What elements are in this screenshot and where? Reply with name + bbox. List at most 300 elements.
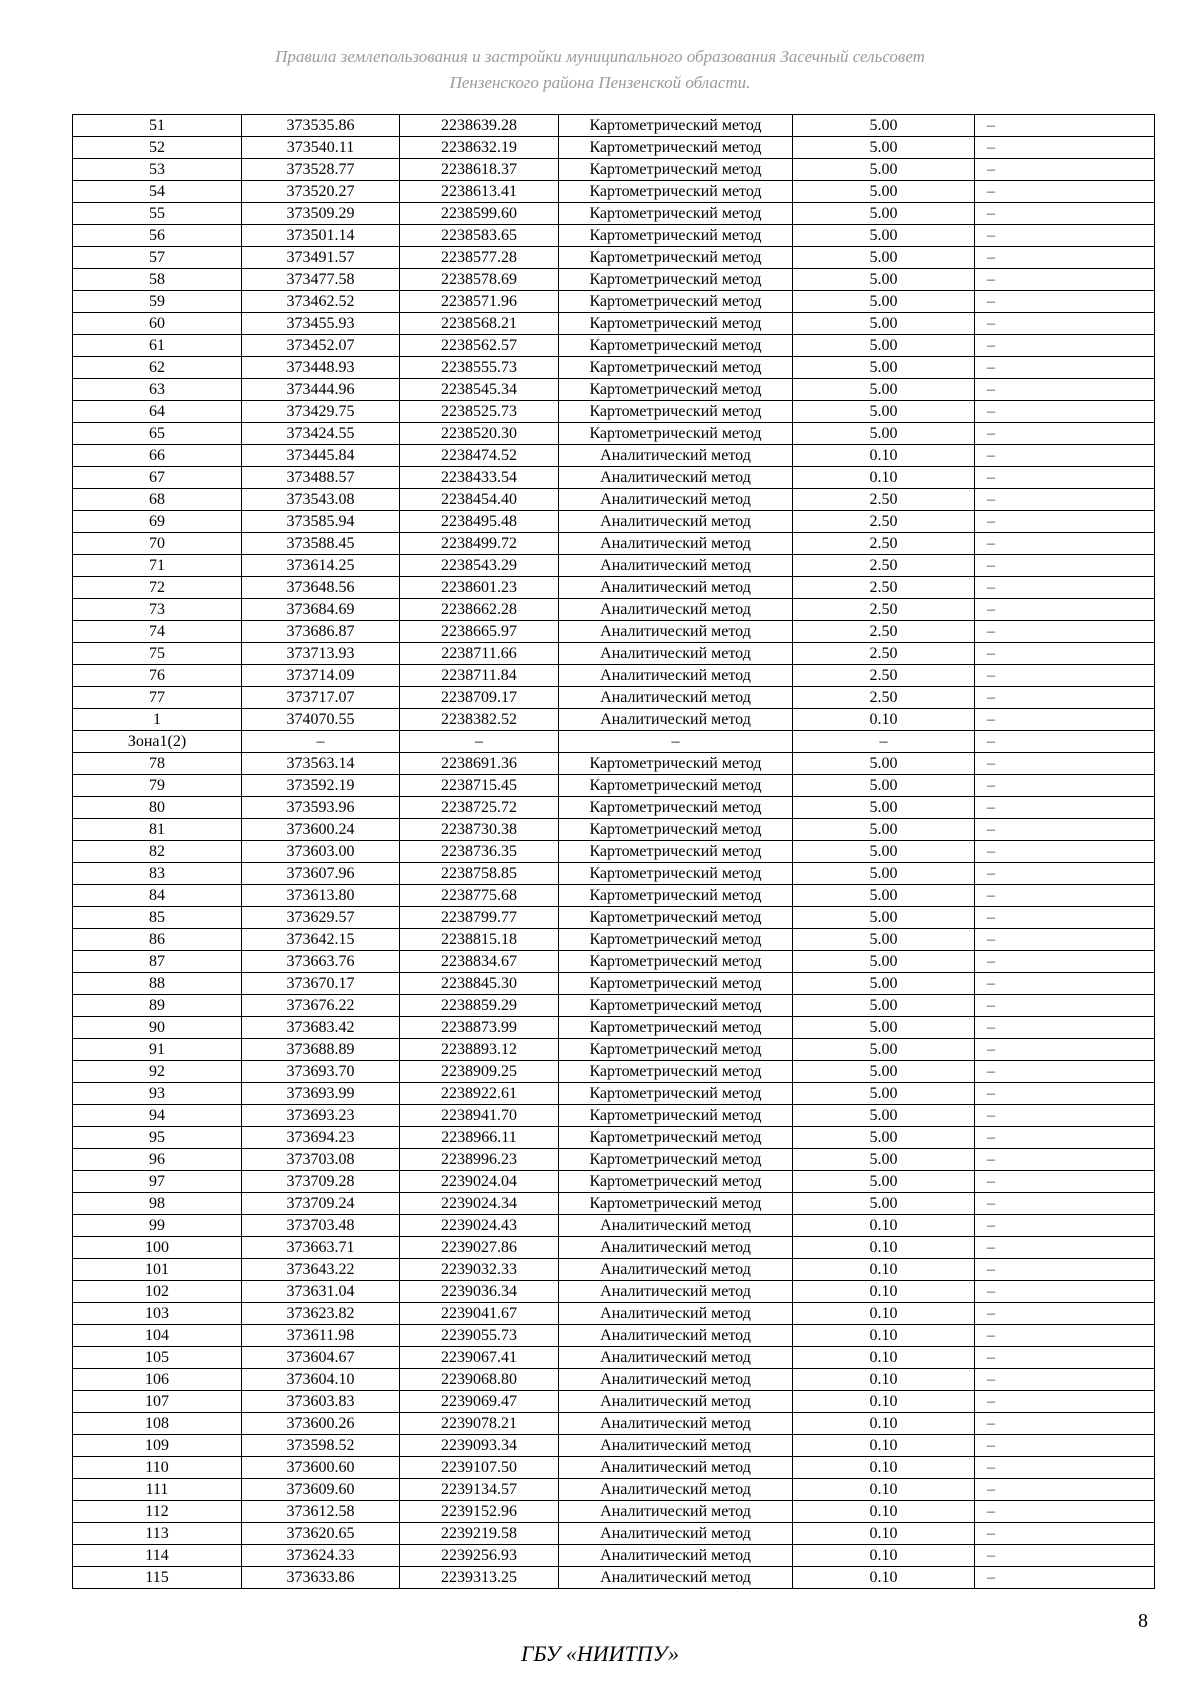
accuracy-cell: 2.50 xyxy=(793,555,975,577)
note-cell: – xyxy=(975,863,1155,885)
table-row xyxy=(73,247,1155,269)
point-number-cell: 79 xyxy=(73,775,242,797)
x-coordinate-cell: 373709.28 xyxy=(242,1171,400,1193)
accuracy-cell: 5.00 xyxy=(793,1061,975,1083)
y-coordinate-cell: 2238520.30 xyxy=(400,423,559,445)
accuracy-cell: – xyxy=(793,731,975,753)
x-coordinate-cell: 373520.27 xyxy=(242,181,400,203)
y-coordinate-cell: 2238758.85 xyxy=(400,863,559,885)
y-coordinate-cell: 2238499.72 xyxy=(400,533,559,555)
y-coordinate-cell: 2238711.66 xyxy=(400,643,559,665)
table-row xyxy=(73,1193,1155,1215)
table-row xyxy=(73,401,1155,423)
accuracy-cell: 0.10 xyxy=(793,1523,975,1545)
accuracy-cell: 5.00 xyxy=(793,1171,975,1193)
point-number-cell: 86 xyxy=(73,929,242,951)
note-cell: – xyxy=(975,1413,1155,1435)
accuracy-cell: 0.10 xyxy=(793,1501,975,1523)
accuracy-cell: 5.00 xyxy=(793,1149,975,1171)
accuracy-cell: 5.00 xyxy=(793,291,975,313)
note-cell: – xyxy=(975,1127,1155,1149)
table-row xyxy=(73,929,1155,951)
method-cell: Аналитический метод xyxy=(559,621,793,643)
accuracy-cell: 0.10 xyxy=(793,709,975,731)
accuracy-cell: 2.50 xyxy=(793,687,975,709)
method-cell: Картометрический метод xyxy=(559,973,793,995)
point-number-cell: 90 xyxy=(73,1017,242,1039)
point-number-cell: 94 xyxy=(73,1105,242,1127)
accuracy-cell: 2.50 xyxy=(793,577,975,599)
method-cell: Аналитический метод xyxy=(559,1391,793,1413)
point-number-cell: 73 xyxy=(73,599,242,621)
note-cell: – xyxy=(975,1039,1155,1061)
y-coordinate-cell: 2238730.38 xyxy=(400,819,559,841)
document-footer: ГБУ «НИИТПУ» xyxy=(520,1641,680,1666)
x-coordinate-cell: 373643.22 xyxy=(242,1259,400,1281)
accuracy-cell: 0.10 xyxy=(793,1259,975,1281)
note-cell: – xyxy=(975,115,1155,137)
y-coordinate-cell: 2238691.36 xyxy=(400,753,559,775)
method-cell: Картометрический метод xyxy=(559,1171,793,1193)
note-cell: – xyxy=(975,1545,1155,1567)
x-coordinate-cell: – xyxy=(242,731,400,753)
y-coordinate-cell: 2238613.41 xyxy=(400,181,559,203)
accuracy-cell: 5.00 xyxy=(793,159,975,181)
method-cell: Аналитический метод xyxy=(559,1369,793,1391)
table-row xyxy=(73,1061,1155,1083)
table-row xyxy=(73,841,1155,863)
table-row xyxy=(73,291,1155,313)
point-number-cell: 109 xyxy=(73,1435,242,1457)
x-coordinate-cell: 373600.26 xyxy=(242,1413,400,1435)
y-coordinate-cell: 2238568.21 xyxy=(400,313,559,335)
point-number-cell: 84 xyxy=(73,885,242,907)
y-coordinate-cell: 2238859.29 xyxy=(400,995,559,1017)
accuracy-cell: 5.00 xyxy=(793,1105,975,1127)
x-coordinate-cell: 373714.09 xyxy=(242,665,400,687)
y-coordinate-cell: 2238578.69 xyxy=(400,269,559,291)
accuracy-cell: 5.00 xyxy=(793,841,975,863)
method-cell: Аналитический метод xyxy=(559,533,793,555)
method-cell: Аналитический метод xyxy=(559,1215,793,1237)
method-cell: Картометрический метод xyxy=(559,1039,793,1061)
y-coordinate-cell: 2238996.23 xyxy=(400,1149,559,1171)
x-coordinate-cell: 373663.71 xyxy=(242,1237,400,1259)
y-coordinate-cell: – xyxy=(400,731,559,753)
note-cell: – xyxy=(975,753,1155,775)
method-cell: Аналитический метод xyxy=(559,1567,793,1589)
table-row xyxy=(73,1369,1155,1391)
table-row xyxy=(73,115,1155,137)
y-coordinate-cell: 2239107.50 xyxy=(400,1457,559,1479)
table-row xyxy=(73,1127,1155,1149)
method-cell: Картометрический метод xyxy=(559,247,793,269)
y-coordinate-cell: 2238525.73 xyxy=(400,401,559,423)
table-row xyxy=(73,1039,1155,1061)
point-number-cell: 87 xyxy=(73,951,242,973)
note-cell: – xyxy=(975,445,1155,467)
accuracy-cell: 5.00 xyxy=(793,423,975,445)
x-coordinate-cell: 373629.57 xyxy=(242,907,400,929)
y-coordinate-cell: 2238966.11 xyxy=(400,1127,559,1149)
point-number-cell: 74 xyxy=(73,621,242,643)
point-number-cell: 111 xyxy=(73,1479,242,1501)
note-cell: – xyxy=(975,1369,1155,1391)
y-coordinate-cell: 2238433.54 xyxy=(400,467,559,489)
y-coordinate-cell: 2238873.99 xyxy=(400,1017,559,1039)
accuracy-cell: 5.00 xyxy=(793,929,975,951)
method-cell: Картометрический метод xyxy=(559,335,793,357)
note-cell: – xyxy=(975,995,1155,1017)
note-cell: – xyxy=(975,1523,1155,1545)
note-cell: – xyxy=(975,555,1155,577)
method-cell: Аналитический метод xyxy=(559,489,793,511)
accuracy-cell: 0.10 xyxy=(793,1391,975,1413)
method-cell: Картометрический метод xyxy=(559,885,793,907)
method-cell: Картометрический метод xyxy=(559,1017,793,1039)
x-coordinate-cell: 373633.86 xyxy=(242,1567,400,1589)
x-coordinate-cell: 373528.77 xyxy=(242,159,400,181)
x-coordinate-cell: 373686.87 xyxy=(242,621,400,643)
method-cell: Аналитический метод xyxy=(559,1237,793,1259)
accuracy-cell: 5.00 xyxy=(793,1193,975,1215)
x-coordinate-cell: 373429.75 xyxy=(242,401,400,423)
point-number-cell: 72 xyxy=(73,577,242,599)
y-coordinate-cell: 2238909.25 xyxy=(400,1061,559,1083)
accuracy-cell: 5.00 xyxy=(793,357,975,379)
note-cell: – xyxy=(975,1435,1155,1457)
accuracy-cell: 5.00 xyxy=(793,225,975,247)
method-cell: Картометрический метод xyxy=(559,291,793,313)
y-coordinate-cell: 2238799.77 xyxy=(400,907,559,929)
table-row xyxy=(73,753,1155,775)
coordinates-table xyxy=(72,114,1155,1589)
table-row xyxy=(73,687,1155,709)
table-row xyxy=(73,995,1155,1017)
method-cell: Картометрический метод xyxy=(559,775,793,797)
point-number-cell: 92 xyxy=(73,1061,242,1083)
x-coordinate-cell: 373488.57 xyxy=(242,467,400,489)
point-number-cell: 62 xyxy=(73,357,242,379)
x-coordinate-cell: 373611.98 xyxy=(242,1325,400,1347)
method-cell: Аналитический метод xyxy=(559,599,793,621)
note-cell: – xyxy=(975,247,1155,269)
x-coordinate-cell: 373688.89 xyxy=(242,1039,400,1061)
table-row xyxy=(73,1545,1155,1567)
point-number-cell: 82 xyxy=(73,841,242,863)
x-coordinate-cell: 373604.67 xyxy=(242,1347,400,1369)
x-coordinate-cell: 373676.22 xyxy=(242,995,400,1017)
note-cell: – xyxy=(975,423,1155,445)
point-number-cell: 63 xyxy=(73,379,242,401)
x-coordinate-cell: 373693.99 xyxy=(242,1083,400,1105)
accuracy-cell: 5.00 xyxy=(793,335,975,357)
y-coordinate-cell: 2238775.68 xyxy=(400,885,559,907)
point-number-cell: 69 xyxy=(73,511,242,533)
x-coordinate-cell: 373631.04 xyxy=(242,1281,400,1303)
x-coordinate-cell: 373462.52 xyxy=(242,291,400,313)
point-number-cell: 80 xyxy=(73,797,242,819)
page-number: 8 xyxy=(1138,1610,1148,1632)
table-row xyxy=(73,379,1155,401)
y-coordinate-cell: 2238571.96 xyxy=(400,291,559,313)
y-coordinate-cell: 2239256.93 xyxy=(400,1545,559,1567)
table-row xyxy=(73,1457,1155,1479)
accuracy-cell: 5.00 xyxy=(793,1017,975,1039)
header-line-1: Правила землепользования и застройки муниципального образования Засечный сельсовет xyxy=(275,47,925,66)
y-coordinate-cell: 2238715.45 xyxy=(400,775,559,797)
table-row xyxy=(73,1215,1155,1237)
y-coordinate-cell: 2238639.28 xyxy=(400,115,559,137)
x-coordinate-cell: 373424.55 xyxy=(242,423,400,445)
method-cell: Аналитический метод xyxy=(559,577,793,599)
accuracy-cell: 0.10 xyxy=(793,1369,975,1391)
y-coordinate-cell: 2238601.23 xyxy=(400,577,559,599)
y-coordinate-cell: 2238543.29 xyxy=(400,555,559,577)
note-cell: – xyxy=(975,225,1155,247)
method-cell: Картометрический метод xyxy=(559,907,793,929)
x-coordinate-cell: 373642.15 xyxy=(242,929,400,951)
method-cell: Картометрический метод xyxy=(559,379,793,401)
method-cell: Аналитический метод xyxy=(559,665,793,687)
note-cell: – xyxy=(975,907,1155,929)
method-cell: Картометрический метод xyxy=(559,1149,793,1171)
note-cell: – xyxy=(975,1479,1155,1501)
table-row xyxy=(73,621,1155,643)
point-number-cell: 54 xyxy=(73,181,242,203)
note-cell: – xyxy=(975,643,1155,665)
method-cell: Аналитический метод xyxy=(559,1281,793,1303)
x-coordinate-cell: 373592.19 xyxy=(242,775,400,797)
x-coordinate-cell: 373648.56 xyxy=(242,577,400,599)
method-cell: Картометрический метод xyxy=(559,951,793,973)
method-cell: Картометрический метод xyxy=(559,181,793,203)
point-number-cell: 66 xyxy=(73,445,242,467)
note-cell: – xyxy=(975,159,1155,181)
table-row xyxy=(73,445,1155,467)
accuracy-cell: 5.00 xyxy=(793,313,975,335)
method-cell: Аналитический метод xyxy=(559,555,793,577)
table-row xyxy=(73,1237,1155,1259)
y-coordinate-cell: 2239069.47 xyxy=(400,1391,559,1413)
accuracy-cell: 5.00 xyxy=(793,753,975,775)
method-cell: Картометрический метод xyxy=(559,863,793,885)
point-number-cell: 68 xyxy=(73,489,242,511)
note-cell: – xyxy=(975,973,1155,995)
x-coordinate-cell: 373717.07 xyxy=(242,687,400,709)
x-coordinate-cell: 373600.24 xyxy=(242,819,400,841)
x-coordinate-cell: 373588.45 xyxy=(242,533,400,555)
point-number-cell: 77 xyxy=(73,687,242,709)
y-coordinate-cell: 2239134.57 xyxy=(400,1479,559,1501)
y-coordinate-cell: 2238599.60 xyxy=(400,203,559,225)
table-row xyxy=(73,313,1155,335)
y-coordinate-cell: 2238709.17 xyxy=(400,687,559,709)
method-cell: Аналитический метод xyxy=(559,687,793,709)
point-number-cell: 108 xyxy=(73,1413,242,1435)
method-cell: Картометрический метод xyxy=(559,929,793,951)
accuracy-cell: 5.00 xyxy=(793,907,975,929)
method-cell: Картометрический метод xyxy=(559,1083,793,1105)
point-number-cell: 96 xyxy=(73,1149,242,1171)
point-number-cell: 110 xyxy=(73,1457,242,1479)
point-number-cell: 75 xyxy=(73,643,242,665)
accuracy-cell: 2.50 xyxy=(793,643,975,665)
method-cell: Картометрический метод xyxy=(559,401,793,423)
table-row xyxy=(73,159,1155,181)
table-row xyxy=(73,489,1155,511)
point-number-cell: 88 xyxy=(73,973,242,995)
note-cell: – xyxy=(975,665,1155,687)
point-number-cell: 91 xyxy=(73,1039,242,1061)
x-coordinate-cell: 373604.10 xyxy=(242,1369,400,1391)
table-row xyxy=(73,1523,1155,1545)
y-coordinate-cell: 2239036.34 xyxy=(400,1281,559,1303)
table-row xyxy=(73,973,1155,995)
point-number-cell: 100 xyxy=(73,1237,242,1259)
method-cell: Картометрический метод xyxy=(559,203,793,225)
point-number-cell: 70 xyxy=(73,533,242,555)
x-coordinate-cell: 373703.48 xyxy=(242,1215,400,1237)
y-coordinate-cell: 2239078.21 xyxy=(400,1413,559,1435)
note-cell: – xyxy=(975,797,1155,819)
accuracy-cell: 0.10 xyxy=(793,1215,975,1237)
point-number-cell: 65 xyxy=(73,423,242,445)
note-cell: – xyxy=(975,313,1155,335)
note-cell: – xyxy=(975,1347,1155,1369)
y-coordinate-cell: 2238662.28 xyxy=(400,599,559,621)
accuracy-cell: 0.10 xyxy=(793,1545,975,1567)
table-row xyxy=(73,269,1155,291)
note-cell: – xyxy=(975,1061,1155,1083)
table-row xyxy=(73,1325,1155,1347)
x-coordinate-cell: 373603.00 xyxy=(242,841,400,863)
accuracy-cell: 5.00 xyxy=(793,885,975,907)
method-cell: Картометрический метод xyxy=(559,753,793,775)
x-coordinate-cell: 373501.14 xyxy=(242,225,400,247)
note-cell: – xyxy=(975,401,1155,423)
table-row xyxy=(73,731,1155,753)
method-cell: Картометрический метод xyxy=(559,1193,793,1215)
y-coordinate-cell: 2238893.12 xyxy=(400,1039,559,1061)
accuracy-cell: 5.00 xyxy=(793,775,975,797)
table-row xyxy=(73,863,1155,885)
table-row xyxy=(73,225,1155,247)
accuracy-cell: 5.00 xyxy=(793,797,975,819)
accuracy-cell: 5.00 xyxy=(793,137,975,159)
point-number-cell: 55 xyxy=(73,203,242,225)
accuracy-cell: 2.50 xyxy=(793,511,975,533)
x-coordinate-cell: 373563.14 xyxy=(242,753,400,775)
method-cell: Картометрический метод xyxy=(559,1061,793,1083)
x-coordinate-cell: 373614.25 xyxy=(242,555,400,577)
accuracy-cell: 0.10 xyxy=(793,1479,975,1501)
point-number-cell: 101 xyxy=(73,1259,242,1281)
point-number-cell: 95 xyxy=(73,1127,242,1149)
point-number-cell: 93 xyxy=(73,1083,242,1105)
method-cell: Картометрический метод xyxy=(559,423,793,445)
method-cell: Картометрический метод xyxy=(559,159,793,181)
accuracy-cell: 2.50 xyxy=(793,665,975,687)
point-number-cell: 76 xyxy=(73,665,242,687)
y-coordinate-cell: 2239024.34 xyxy=(400,1193,559,1215)
point-number-cell: 1 xyxy=(73,709,242,731)
x-coordinate-cell: 373585.94 xyxy=(242,511,400,533)
coordinates-table-body xyxy=(73,115,1155,1589)
table-row xyxy=(73,1149,1155,1171)
y-coordinate-cell: 2238495.48 xyxy=(400,511,559,533)
method-cell: – xyxy=(559,731,793,753)
note-cell: – xyxy=(975,731,1155,753)
y-coordinate-cell: 2239068.80 xyxy=(400,1369,559,1391)
x-coordinate-cell: 373609.60 xyxy=(242,1479,400,1501)
note-cell: – xyxy=(975,1281,1155,1303)
y-coordinate-cell: 2239219.58 xyxy=(400,1523,559,1545)
y-coordinate-cell: 2239067.41 xyxy=(400,1347,559,1369)
x-coordinate-cell: 373452.07 xyxy=(242,335,400,357)
x-coordinate-cell: 373694.23 xyxy=(242,1127,400,1149)
table-row xyxy=(73,1501,1155,1523)
point-number-cell: 112 xyxy=(73,1501,242,1523)
x-coordinate-cell: 373607.96 xyxy=(242,863,400,885)
note-cell: – xyxy=(975,709,1155,731)
method-cell: Картометрический метод xyxy=(559,313,793,335)
point-number-cell: 89 xyxy=(73,995,242,1017)
table-row xyxy=(73,1259,1155,1281)
note-cell: – xyxy=(975,1259,1155,1281)
note-cell: – xyxy=(975,511,1155,533)
method-cell: Аналитический метод xyxy=(559,1523,793,1545)
method-cell: Аналитический метод xyxy=(559,1413,793,1435)
y-coordinate-cell: 2239055.73 xyxy=(400,1325,559,1347)
point-number-cell: 56 xyxy=(73,225,242,247)
x-coordinate-cell: 373477.58 xyxy=(242,269,400,291)
accuracy-cell: 0.10 xyxy=(793,1413,975,1435)
table-row xyxy=(73,467,1155,489)
table-row xyxy=(73,1171,1155,1193)
table-row xyxy=(73,1567,1155,1589)
x-coordinate-cell: 373603.83 xyxy=(242,1391,400,1413)
note-cell: – xyxy=(975,489,1155,511)
point-number-cell: 106 xyxy=(73,1369,242,1391)
method-cell: Аналитический метод xyxy=(559,511,793,533)
note-cell: – xyxy=(975,1017,1155,1039)
y-coordinate-cell: 2239024.04 xyxy=(400,1171,559,1193)
point-number-cell: 81 xyxy=(73,819,242,841)
accuracy-cell: 5.00 xyxy=(793,973,975,995)
accuracy-cell: 2.50 xyxy=(793,621,975,643)
note-cell: – xyxy=(975,1083,1155,1105)
accuracy-cell: 5.00 xyxy=(793,115,975,137)
y-coordinate-cell: 2239041.67 xyxy=(400,1303,559,1325)
x-coordinate-cell: 373600.60 xyxy=(242,1457,400,1479)
y-coordinate-cell: 2238711.84 xyxy=(400,665,559,687)
point-number-cell: 114 xyxy=(73,1545,242,1567)
accuracy-cell: 5.00 xyxy=(793,995,975,1017)
x-coordinate-cell: 373509.29 xyxy=(242,203,400,225)
x-coordinate-cell: 373598.52 xyxy=(242,1435,400,1457)
note-cell: – xyxy=(975,775,1155,797)
point-number-cell: 58 xyxy=(73,269,242,291)
method-cell: Картометрический метод xyxy=(559,137,793,159)
y-coordinate-cell: 2238583.65 xyxy=(400,225,559,247)
x-coordinate-cell: 373448.93 xyxy=(242,357,400,379)
table-row xyxy=(73,775,1155,797)
method-cell: Картометрический метод xyxy=(559,269,793,291)
note-cell: – xyxy=(975,1457,1155,1479)
note-cell: – xyxy=(975,951,1155,973)
accuracy-cell: 2.50 xyxy=(793,533,975,555)
